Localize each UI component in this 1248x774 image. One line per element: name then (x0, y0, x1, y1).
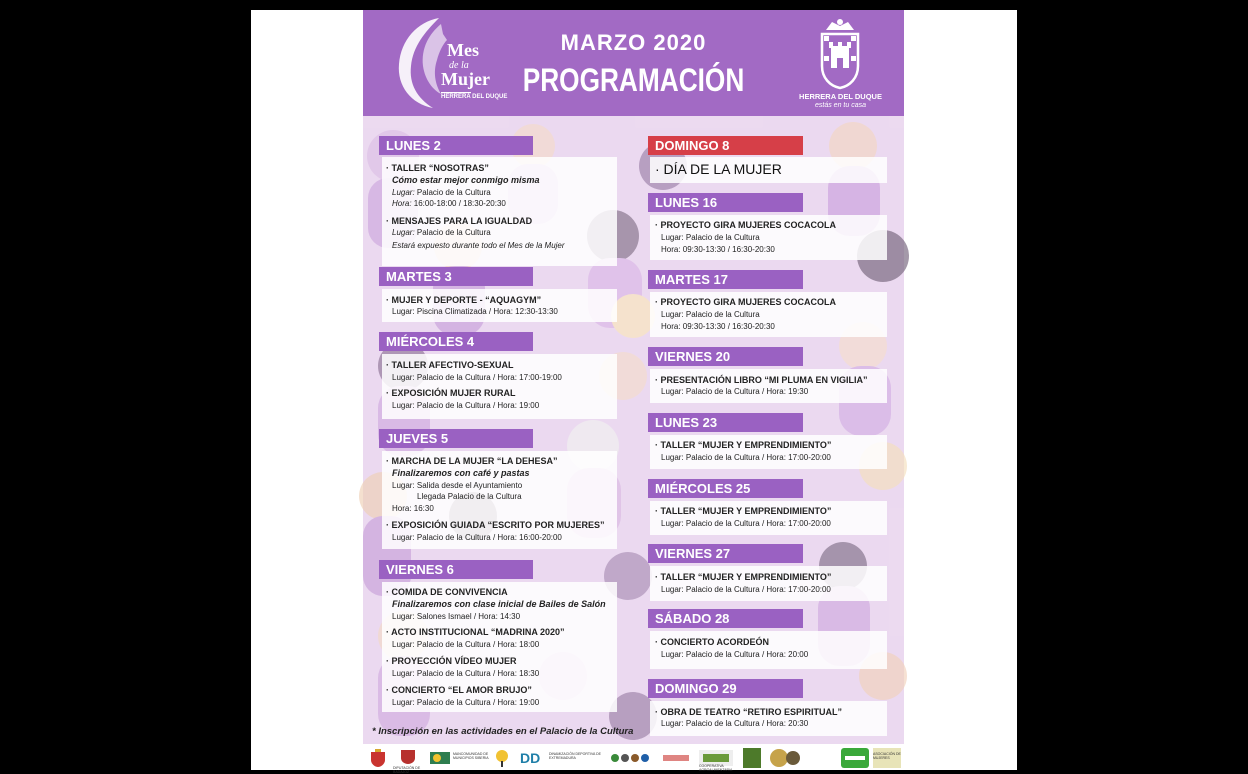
event-subtitle: Finalizaremos con café y pastas (392, 468, 530, 478)
equality-symbol-icon (493, 748, 511, 768)
place-value: Palacio de la Cultura (414, 188, 491, 197)
event-title: · TALLER “MUJER Y EMPRENDIMIENTO” (655, 506, 832, 516)
extra-sponsor-logo-icon (661, 748, 691, 768)
time-key: Hora: (392, 199, 412, 208)
event-title: · CONCIERTO ACORDEÓN (655, 637, 770, 647)
town-coat-of-arms-icon (818, 16, 862, 90)
event-subtitle: Cómo estar mejor conmigo misma (392, 175, 540, 185)
event-place: Lugar: Palacio de la Cultura (661, 233, 760, 242)
town-name: HERRERA DEL DUQUE (799, 92, 882, 101)
event-details: Lugar: Palacio de la Cultura / Hora: 20:00 (661, 650, 809, 659)
day-label-viernes-6: VIERNES 6 (379, 560, 533, 579)
event-time: Hora: 09:30-13:30 / 16:30-20:30 (661, 322, 775, 331)
green-sponsor-logo-icon (743, 748, 761, 768)
day-label-sabado-28: SÁBADO 28 (648, 609, 803, 628)
event-title: · PROYECTO GIRA MUJERES COCACOLA (655, 297, 837, 307)
mancomunidad-text: MANCOMUNIDAD DE MUNICIPIOS SIBERIA (453, 752, 489, 760)
event-details: Lugar: Palacio de la Cultura / Hora: 19:00 (392, 401, 540, 410)
day-label-domingo-8: DOMINGO 8 (648, 136, 803, 155)
event-subtitle: Finalizaremos con clase inicial de Bailes de Salón (392, 599, 606, 609)
event-details: Lugar: Palacio de la Cultura / Hora: 19:00 (392, 698, 540, 707)
logo-mujer-text: Mujer (441, 69, 490, 89)
event-details: Lugar: Palacio de la Cultura / Hora: 17:00-20:00 (661, 519, 831, 528)
day-label-domingo-29: DOMINGO 29 (648, 679, 803, 698)
mancomunidad-logo-icon (429, 748, 451, 768)
event-place: Lugar: Salida desde el Ayuntamiento (392, 481, 523, 490)
event-details: Lugar: Palacio de la Cultura / Hora: 20:30 (661, 719, 809, 728)
day-label-lunes-16: LUNES 16 (648, 193, 803, 212)
event-title: · TALLER “MUJER Y EMPRENDIMIENTO” (655, 572, 832, 582)
day-box-martes-3 (382, 289, 617, 322)
event-title: · EXPOSICIÓN GUIADA “ESCRITO POR MUJERES” (386, 520, 605, 530)
event-place (392, 188, 491, 197)
day-label-miercoles-25: MIÉRCOLES 25 (648, 479, 803, 498)
day-label-lunes-2: LUNES 2 (379, 136, 533, 155)
page-title: PROGRAMACIÓN (522, 62, 745, 98)
cooperative-text: COOPERATIVA AGROALIMENTARIA (699, 764, 733, 772)
event-details: Lugar: Palacio de la Cultura / Hora: 18:00 (392, 640, 540, 649)
diputacion-badajoz-logo-icon (397, 748, 419, 768)
round-seal-logo-icon (767, 748, 809, 768)
event-title: · PROYECCIÓN VÍDEO MUJER (386, 656, 517, 666)
day-label-miercoles-4: MIÉRCOLES 4 (379, 332, 533, 351)
footnote: * Inscripción en las actividades en el Palacio de la Cultura (372, 726, 634, 737)
event-details: Lugar: Piscina Climatizada / Hora: 12:30-13:30 (392, 307, 558, 316)
logo-dela-text: de la (449, 60, 469, 71)
event-title: · EXPOSICIÓN MUJER RURAL (386, 388, 516, 398)
event-title: · PRESENTACIÓN LIBRO “MI PLUMA EN VIGILIA” (655, 375, 868, 385)
event-title: · MUJER Y DEPORTE - “AQUAGYM” (386, 295, 542, 305)
sponsor-logos-strip (363, 744, 904, 774)
day-label-viernes-27: VIERNES 27 (648, 544, 803, 563)
poster-header (363, 10, 904, 116)
event-details: Lugar: Palacio de la Cultura / Hora: 19:30 (661, 387, 809, 396)
association-text: ASOCIACIÓN DE MUJERES (873, 752, 901, 760)
event-title: · PROYECTO GIRA MUJERES COCACOLA (655, 220, 837, 230)
place-value: Palacio de la Cultura (414, 228, 491, 237)
event-details: Lugar: Palacio de la Cultura / Hora: 17:00-19:00 (392, 373, 562, 382)
event-title: · ACTO INSTITUCIONAL “MADRINA 2020” (386, 627, 565, 637)
event-time (392, 199, 506, 208)
event-details: Lugar: Palacio de la Cultura / Hora: 17:00-20:00 (661, 453, 831, 462)
logo-town-text: HERRERA DEL DUQUE (441, 94, 508, 100)
town-crest-icon (369, 748, 387, 768)
event-note: Estará expuesto durante todo el Mes de la Mujer (392, 241, 565, 250)
event-time: Hora: 09:30-13:30 / 16:30-20:30 (661, 245, 775, 254)
event-details: Lugar: Palacio de la Cultura / Hora: 16:00-20:00 (392, 533, 562, 542)
day-label-jueves-5: JUEVES 5 (379, 429, 533, 448)
town-slogan: estás en tu casa (815, 102, 866, 109)
time-value: 16:00-18:00 / 18:30-20:30 (411, 199, 506, 208)
event-title: · TALLER AFECTIVO-SEXUAL (386, 360, 514, 370)
diputacion-text: DIPUTACIÓN DE BADAJOZ (393, 766, 421, 774)
event-title-big: · DÍA DE LA MUJER (655, 161, 782, 177)
event-title: · MARCHA DE LA MUJER “LA DEHESA” (386, 456, 558, 466)
dinamizacion-text: DINAMIZACIÓN DEPORTIVA DE EXTREMADURA (549, 752, 601, 760)
event-details: Lugar: Salones Ismael / Hora: 14:30 (392, 612, 521, 621)
event-title: · TALLER “MUJER Y EMPRENDIMIENTO” (655, 440, 832, 450)
green-brand-logo-icon (841, 748, 869, 768)
dinamizacion-deportiva-logo-icon (519, 748, 547, 768)
event-title: · TALLER “NOSOTRAS” (386, 163, 489, 173)
small-sponsor-logos-icon (609, 748, 649, 768)
event-title: · COMIDA DE CONVIVENCIA (386, 587, 508, 597)
place-key: Lugar: (392, 188, 415, 197)
event-details: Lugar: Palacio de la Cultura / Hora: 18:30 (392, 669, 540, 678)
program-poster (363, 10, 904, 774)
event-title: · MENSAJES PARA LA IGUALDAD (386, 216, 533, 226)
event-time: Hora: 16:30 (392, 504, 434, 513)
day-label-lunes-23: LUNES 23 (648, 413, 803, 432)
event-place-2: Llegada Palacio de la Cultura (417, 492, 522, 501)
place-key: Lugar: (392, 228, 415, 237)
event-place: Lugar: Palacio de la Cultura (661, 310, 760, 319)
day-label-viernes-20: VIERNES 20 (648, 347, 803, 366)
logo-mes-text: Mes (447, 40, 479, 60)
event-details: Lugar: Palacio de la Cultura / Hora: 17:00-20:00 (661, 585, 831, 594)
day-label-martes-3: MARTES 3 (379, 267, 533, 286)
day-label-martes-17: MARTES 17 (648, 270, 803, 289)
event-place (392, 228, 491, 237)
event-title: · CONCIERTO “EL AMOR BRUJO” (386, 685, 532, 695)
svg-text:DD: DD (520, 750, 541, 766)
event-title: · OBRA DE TEATRO “RETIRO ESPIRITUAL” (655, 707, 843, 717)
month-title: MARZO 2020 (560, 30, 707, 55)
